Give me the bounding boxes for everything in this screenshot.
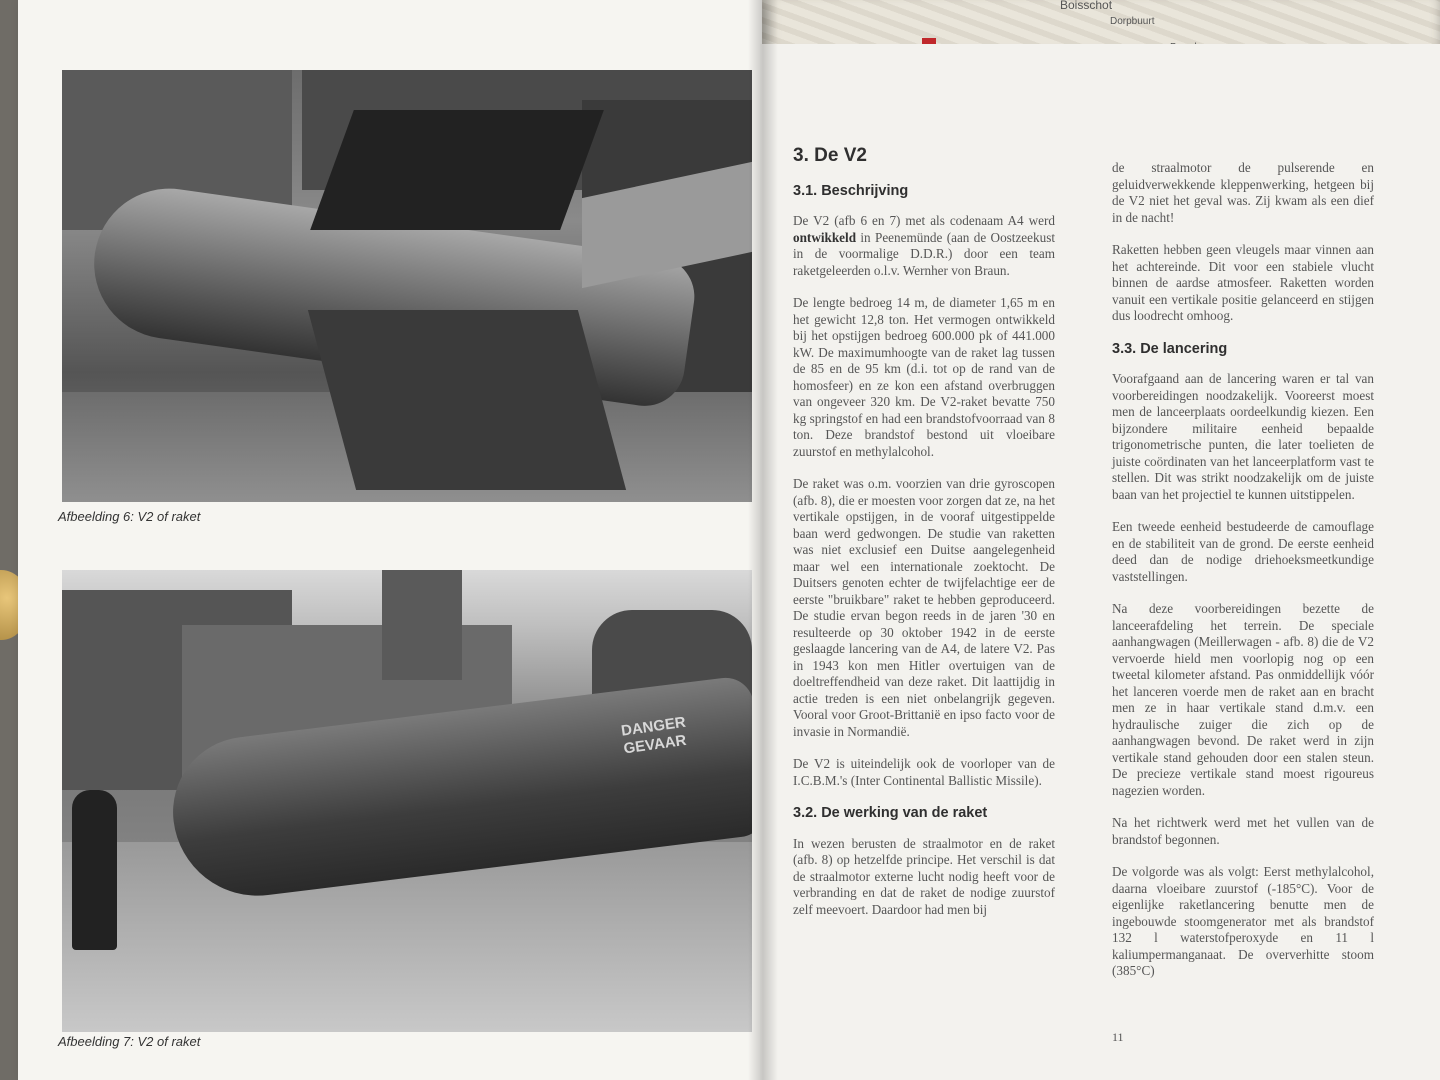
chapter-heading: 3. De V2	[793, 145, 867, 166]
section-heading-3-3: 3.3. De lancering	[1112, 340, 1228, 357]
paragraph: De raket was o.m. voorzien van drie gyroscopen (afb. 8), die er moesten voor zorgen dat ze, na het vertikale opstijgen, in de vooraf uitgestippelde baan werd gedwongen. De studie van raketten was niet exclusief een Duitse aangelegenheid maar wel een internationale zoektocht. De Duitsers genoten echter de twijfelachtige eer de eerste "bruikbare" raket te hebben geproduceerd. De studie ervan begon reeds in de jaren '30 en resulteerde op 30 oktober 1942 in de eerste geslaagde lancering van de A4, de latere V2. Pas in 1943 kon men Hitler overtuigen van de doeltreffendheid van deze raket. Dit laattijdig in actie treden is een niet onbelangrijk gegeven. Vooral voor Groot-Brittanië en ipso facto voor de invasie in Normandië.	[793, 476, 1055, 739]
section-heading-3-2: 3.2. De werking van de raket	[793, 805, 988, 821]
paragraph: Raketten hebben geen vleugels maar vinnen aan het achtereinde. Dit voor een stabiele vlucht binnen de aardse atmosfeer. Raketten worden vanuit een vertikale positie gelanceerd en stijgen dus loodrecht omhoog.	[1112, 242, 1374, 323]
photo-v2-rocket-1	[62, 70, 752, 502]
section-heading-3-1: 3.1. Beschrijving	[793, 182, 909, 199]
rocket-danger-sign: DANGER GEVAAR	[620, 713, 688, 758]
caption-afbeelding-7: Afbeelding 7: V2 of raket	[58, 1034, 201, 1049]
text-column-1	[793, 145, 1055, 934]
paragraph: De V2 is uiteindelijk ook de voorloper van de I.C.B.M.'s (Inter Continental Ballistic Missile).	[793, 756, 1055, 788]
paragraph: de straalmotor de pulserende en geluidverwekkende kleppenwerking, hetgeen bij de V2 niet het geval was. Zij kwam als een dief in de nacht!	[1112, 160, 1374, 225]
paragraph: De lengte bedroeg 14 m, de diameter 1,65 m en het gewicht 12,8 ton. Het vermogen ontwikkeld bij het opstijgen bedroeg 600.000 pk of 441.000 kW. De maximumhoogte van de raket lag tussen de 85 en de 95 km (d.i. tot op de rand van de homosfeer) en ze kon een afstand overbruggen van ongeveer 320 km. De V2-raket bevatte 750 kg springstof en had een brandstofvoorraad van 8 ton. Deze brandstof bestond uit vloeibare zuurstof en methylalcohol.	[793, 295, 1055, 459]
paragraph: Na het richtwerk werd met het vullen van de brandstof begonnen.	[1112, 815, 1374, 847]
paragraph: In wezen berusten de straalmotor en de raket (afb. 8) op hetzelfde principe. Het verschil is dat de straalmotor externe lucht nodig heeft voor de verbranding en dat de raket de nodige zuurstof zelf meevoert. Daardoor had men bij	[793, 835, 1055, 917]
caption-afbeelding-6: Afbeelding 6: V2 of raket	[58, 509, 201, 524]
text-column-2	[1112, 160, 1374, 996]
paragraph: De volgorde was als volgt: Eerst methylalcohol, daarna vloeibare zuurstof (-185°C). Voor de eigenlijke raketlancering benutte men de ingebouwde stoomgenerator met als brandstof 132 l waterstofperoxyde en 11 l kaliumpermanganaat. De oververhitte stoom (385°C)	[1112, 864, 1374, 978]
page-number: 11	[1112, 1030, 1124, 1044]
map-label: Boisschot	[1060, 0, 1113, 12]
paragraph: Een tweede eenheid bestudeerde de camouflage en de stabiliteit van de grond. De eerste eenheid deed dan de nodige driehoeksmeetkundige vaststellingen.	[1112, 519, 1374, 584]
paragraph: Voorafgaand aan de lancering waren er tal van voorbereidingen noodzakelijk. Vooreerst moest men de lanceerplaats oordeelkundig kiezen. Een bijzondere militaire eenheid bepaalde trigonometrische punten, die later toelieten de juiste coördinaten van het lanceerplatform vast te stellen. Dit was strikt noodzakelijk om de juiste baan van het projectiel te kunnen uitstippelen.	[1112, 371, 1374, 502]
map-label: Dorpbuurt	[1110, 16, 1155, 27]
photo-v2-rocket-2	[62, 570, 752, 1032]
paragraph: Na deze voorbereidingen bezette de lanceerafdeling het terrein. De speciale aanhangwagen (Meillerwagen - afb. 8) die de V2 vervoerde hield men voorlopig nog op een tweetal kilometer afstand. Pas onmiddellijk vóór het lanceren voerde men de raket aan en bracht men ze in haar vertikale stand d.m.v. een hydraulische zuiger die zich op de aanhangwagen bevond. De raket werd in zijn vertikale stand gehouden door een stalen steun. De precieze vertikale stand moest rigoureus nagezien worden.	[1112, 601, 1374, 798]
paragraph: De V2 (afb 6 en 7) met als codenaam A4 werd ontwikkeld in Peenemünde (aan de Oostzeekust in de voormalige D.D.R.) door een team raketgeleerden o.l.v. Wernher von Braun.	[793, 213, 1055, 278]
book-gutter	[748, 0, 778, 1080]
